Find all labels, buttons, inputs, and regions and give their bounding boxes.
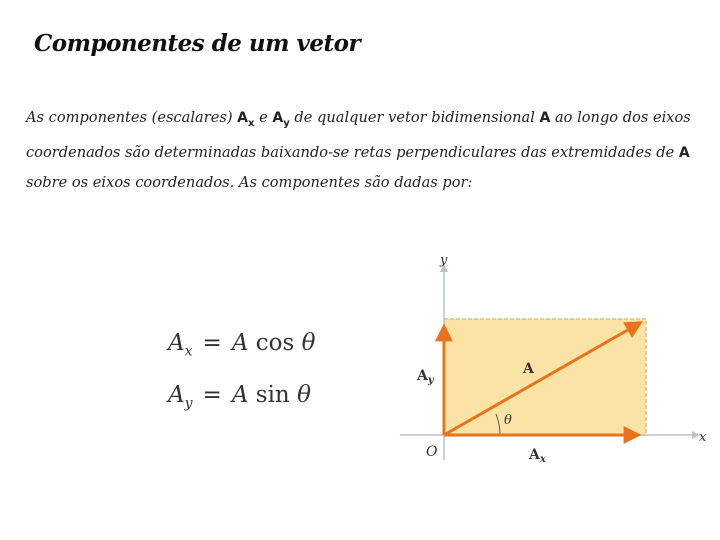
eq2-equals: =	[202, 382, 222, 408]
eq1-equals: =	[202, 330, 222, 356]
vector-symbol: A	[539, 110, 551, 126]
vector-components-diagram	[392, 250, 720, 470]
intro-paragraph	[26, 103, 706, 197]
ay-label	[416, 368, 435, 386]
ax-label-base: A	[529, 447, 540, 463]
eq1-rhs-var: A	[231, 330, 249, 356]
ax-subscript: x	[248, 117, 255, 129]
eq2-func: sin	[255, 382, 290, 408]
paragraph-text-2: e	[254, 109, 273, 126]
eq2-lhs: A	[168, 382, 185, 408]
vector-a-label: A	[523, 361, 534, 377]
angle-label: θ	[504, 413, 512, 428]
vector-symbol-2: A	[678, 144, 690, 161]
equation-ax	[168, 330, 315, 382]
component-equations	[168, 330, 315, 434]
ax-label-sub: x	[539, 454, 546, 465]
eq1-angle: θ	[301, 330, 316, 356]
eq2-rhs-var: A	[231, 382, 249, 408]
eq2-lhs-sub: y	[184, 395, 193, 412]
ay-symbol: A	[272, 110, 284, 126]
paragraph-text-4: ao longo dos eixos coordenados são determinadas baixando-se retas perpendiculares das extremidades de	[26, 109, 691, 161]
x-axis-label: x	[699, 430, 707, 445]
eq2-angle: θ	[297, 382, 311, 408]
origin-label: O	[426, 444, 438, 460]
ay-label-base: A	[417, 368, 428, 384]
y-axis-label: y	[440, 253, 448, 268]
paragraph-text-1: As componentes (escalares)	[26, 109, 238, 126]
paragraph-text-3: de qualquer vetor bidimensional	[289, 109, 540, 126]
ay-subscript: y	[283, 117, 290, 129]
eq1-lhs-sub: x	[184, 343, 193, 360]
equation-ay	[168, 382, 315, 434]
ay-label-sub: y	[427, 375, 434, 386]
eq1-func: cos	[255, 330, 295, 356]
paragraph-text-5: sobre os eixos coordenados. As componentes são dadas por:	[26, 173, 473, 191]
eq1-lhs: A	[168, 330, 185, 356]
ax-label	[528, 447, 547, 465]
slide-title: Componentes de um vetor	[34, 30, 361, 57]
ax-symbol: A	[237, 110, 248, 126]
